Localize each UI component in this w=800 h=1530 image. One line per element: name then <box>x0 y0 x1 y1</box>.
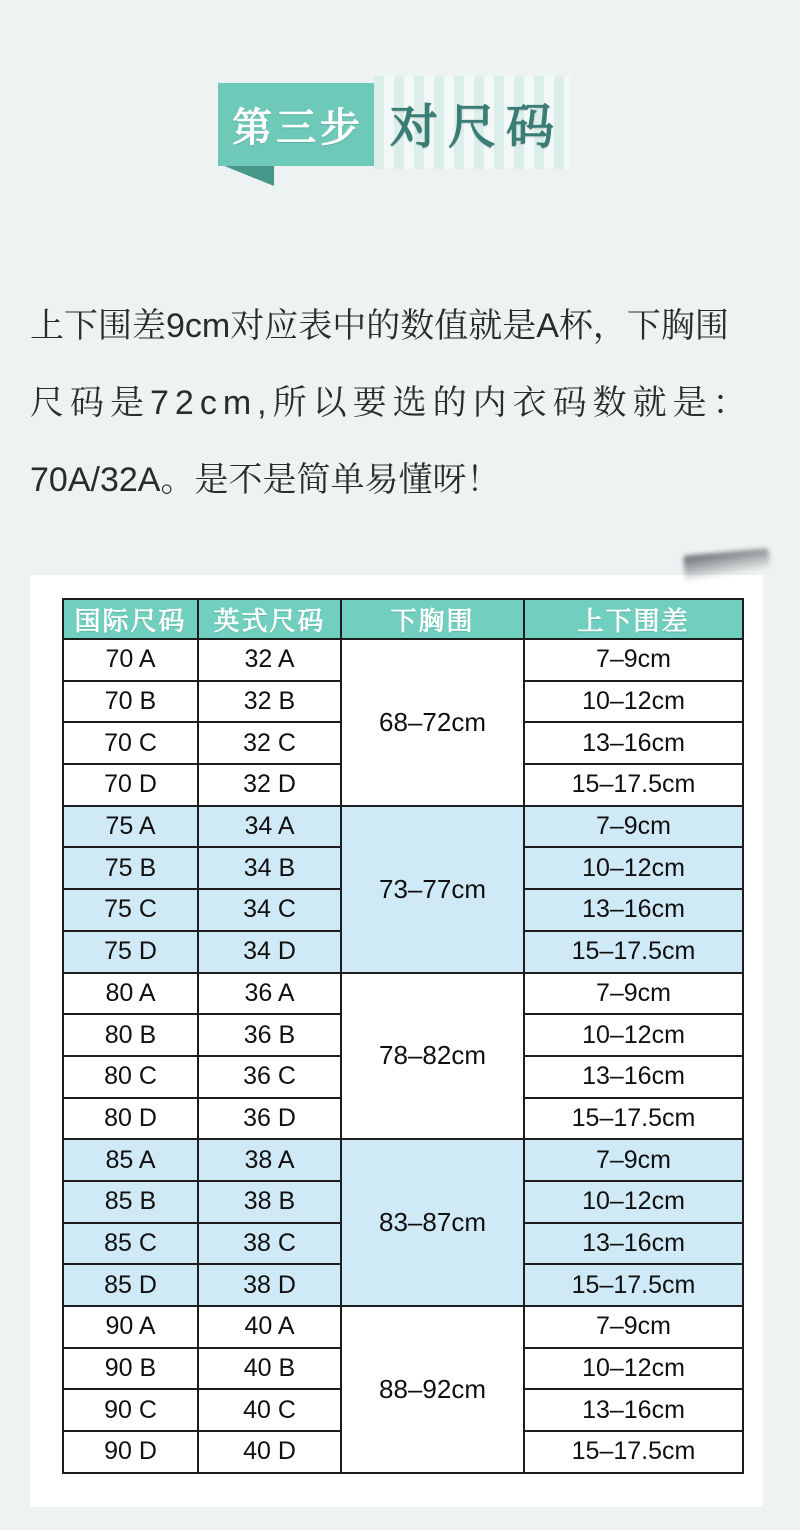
size-chart-card <box>30 575 763 1507</box>
diff-cell: 10–12cm <box>524 1181 743 1223</box>
diff-cell: 15–17.5cm <box>524 764 743 806</box>
diff-cell: 10–12cm <box>524 847 743 889</box>
uk-size-cell: 40 A <box>198 1306 341 1348</box>
column-header: 上下围差 <box>524 599 743 639</box>
table-row <box>63 973 743 1015</box>
intl-size-cell: 80 C <box>63 1056 198 1098</box>
uk-size-cell: 34 B <box>198 847 341 889</box>
diff-cell: 13–16cm <box>524 1056 743 1098</box>
uk-size-cell: 32 D <box>198 764 341 806</box>
column-header: 英式尺码 <box>198 599 341 639</box>
underbust-cell: 73–77cm <box>341 806 524 973</box>
underbust-cell: 68–72cm <box>341 639 524 806</box>
intl-size-cell: 90 D <box>63 1431 198 1473</box>
uk-size-cell: 38 D <box>198 1264 341 1306</box>
intl-size-cell: 90 C <box>63 1389 198 1431</box>
intl-size-cell: 85 C <box>63 1223 198 1265</box>
intl-size-cell: 75 B <box>63 847 198 889</box>
section-title-panel <box>374 76 570 169</box>
uk-size-cell: 40 C <box>198 1389 341 1431</box>
intl-size-cell: 85 D <box>63 1264 198 1306</box>
diff-cell: 7–9cm <box>524 639 743 681</box>
table-row <box>63 1139 743 1181</box>
underbust-cell: 88–92cm <box>341 1306 524 1473</box>
intl-size-cell: 70 C <box>63 722 198 764</box>
uk-size-cell: 38 A <box>198 1139 341 1181</box>
uk-size-cell: 36 C <box>198 1056 341 1098</box>
uk-size-cell: 40 D <box>198 1431 341 1473</box>
size-table <box>62 598 744 1474</box>
uk-size-cell: 36 A <box>198 973 341 1015</box>
intl-size-cell: 80 D <box>63 1098 198 1140</box>
column-header: 下胸围 <box>341 599 524 639</box>
diff-cell: 7–9cm <box>524 1306 743 1348</box>
table-row <box>63 1306 743 1348</box>
diff-cell: 15–17.5cm <box>524 1264 743 1306</box>
step-badge <box>218 83 374 166</box>
diff-cell: 15–17.5cm <box>524 1098 743 1140</box>
table-body <box>63 639 743 1473</box>
intl-size-cell: 75 D <box>63 931 198 973</box>
underbust-cell: 83–87cm <box>341 1139 524 1306</box>
diff-cell: 10–12cm <box>524 681 743 723</box>
step-badge-label: 第三步 <box>232 106 364 150</box>
diff-cell: 7–9cm <box>524 806 743 848</box>
uk-size-cell: 32 C <box>198 722 341 764</box>
table-row <box>63 639 743 681</box>
intro-line-2: 尺码是72cm,所以要选的内衣码数就是： <box>30 384 753 422</box>
diff-cell: 15–17.5cm <box>524 931 743 973</box>
table-row <box>63 806 743 848</box>
intl-size-cell: 85 B <box>63 1181 198 1223</box>
column-header: 国际尺码 <box>63 599 198 639</box>
table-header-row <box>63 599 743 639</box>
diff-cell: 10–12cm <box>524 1348 743 1390</box>
uk-size-cell: 38 C <box>198 1223 341 1265</box>
underbust-cell: 78–82cm <box>341 973 524 1140</box>
uk-size-cell: 36 B <box>198 1014 341 1056</box>
intro-paragraph <box>30 288 772 519</box>
intl-size-cell: 90 B <box>63 1348 198 1390</box>
intl-size-cell: 75 A <box>63 806 198 848</box>
intro-line-1: 上下围差9cm对应表中的数值就是A杯，下胸围 <box>30 307 729 345</box>
diff-cell: 15–17.5cm <box>524 1431 743 1473</box>
diff-cell: 13–16cm <box>524 722 743 764</box>
uk-size-cell: 34 C <box>198 889 341 931</box>
intl-size-cell: 85 A <box>63 1139 198 1181</box>
uk-size-cell: 38 B <box>198 1181 341 1223</box>
step-badge-fold-icon <box>222 165 274 186</box>
intl-size-cell: 70 B <box>63 681 198 723</box>
diff-cell: 13–16cm <box>524 1223 743 1265</box>
diff-cell: 13–16cm <box>524 889 743 931</box>
section-title: 对尺码 <box>389 101 564 154</box>
uk-size-cell: 40 B <box>198 1348 341 1390</box>
uk-size-cell: 36 D <box>198 1098 341 1140</box>
uk-size-cell: 34 A <box>198 806 341 848</box>
uk-size-cell: 32 A <box>198 639 341 681</box>
uk-size-cell: 34 D <box>198 931 341 973</box>
intl-size-cell: 75 C <box>63 889 198 931</box>
intl-size-cell: 80 A <box>63 973 198 1015</box>
diff-cell: 13–16cm <box>524 1389 743 1431</box>
intl-size-cell: 70 A <box>63 639 198 681</box>
intl-size-cell: 90 A <box>63 1306 198 1348</box>
diff-cell: 10–12cm <box>524 1014 743 1056</box>
intro-line-3: 70A/32A。是不是简单易懂呀！ <box>30 461 501 499</box>
diff-cell: 7–9cm <box>524 1139 743 1181</box>
diff-cell: 7–9cm <box>524 973 743 1015</box>
uk-size-cell: 32 B <box>198 681 341 723</box>
intl-size-cell: 80 B <box>63 1014 198 1056</box>
intl-size-cell: 70 D <box>63 764 198 806</box>
